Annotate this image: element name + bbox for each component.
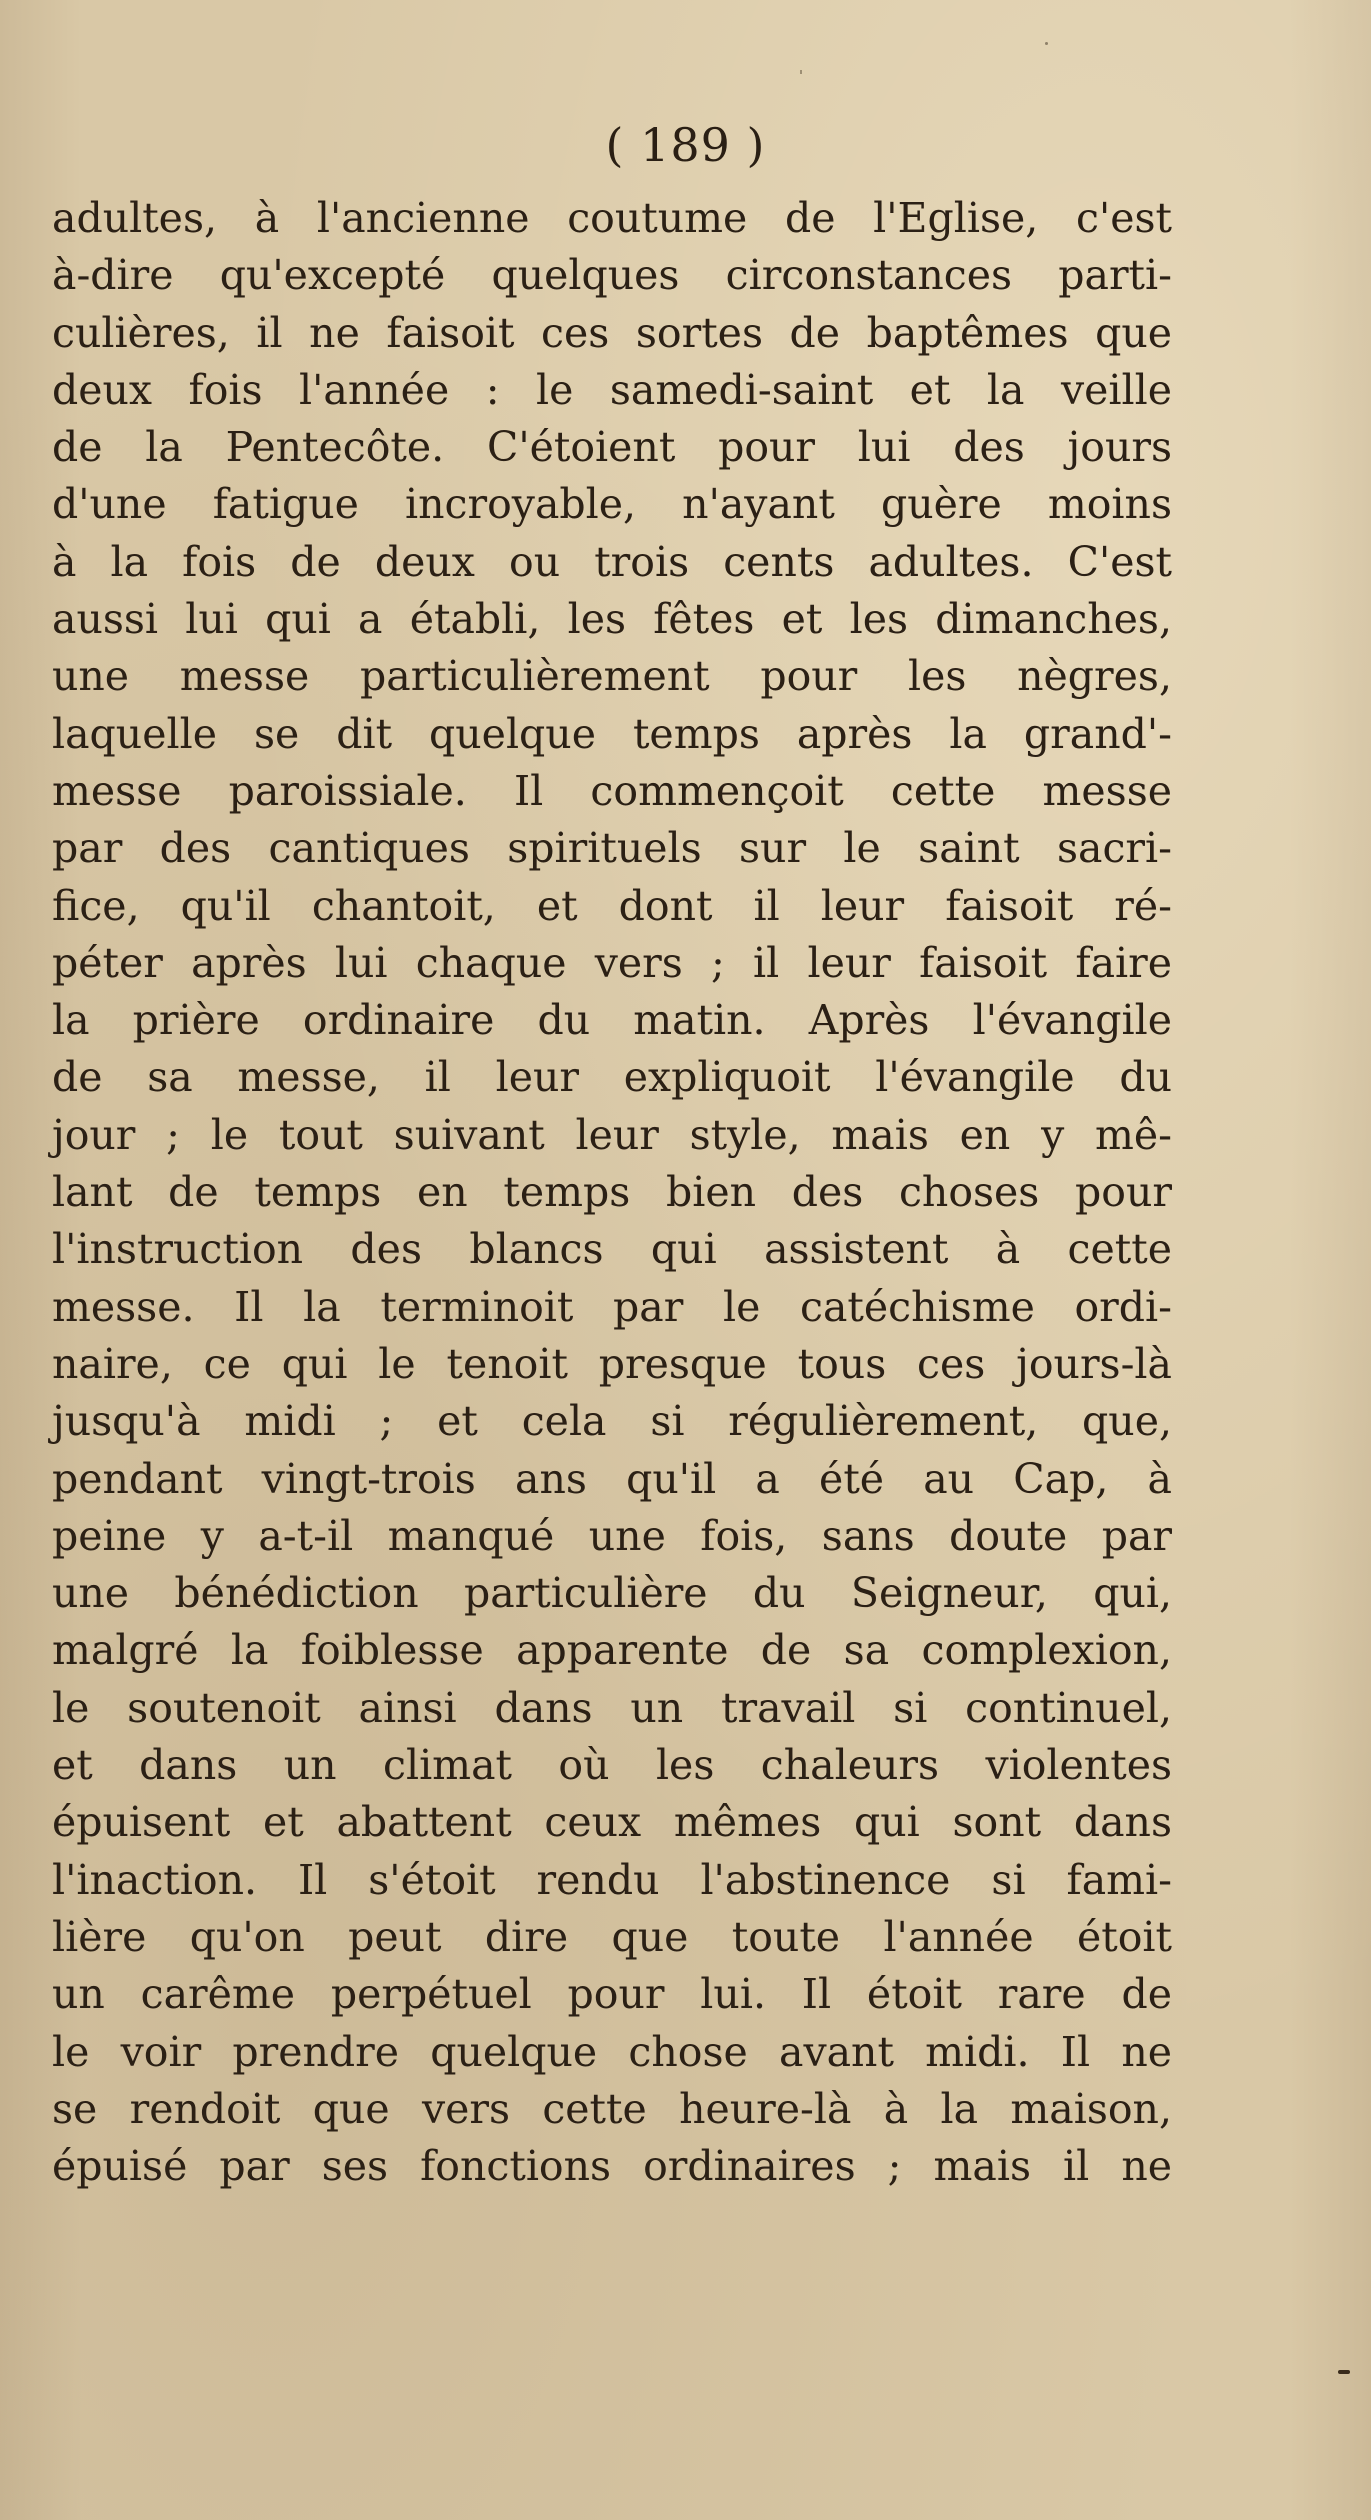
ink-speck — [800, 70, 802, 74]
ink-speck — [1338, 2370, 1350, 2374]
text-line: laquelle se dit quelque temps après la grand'- — [52, 709, 1172, 758]
text-line: épuisent et abattent ceux mêmes qui sont dans — [52, 1798, 1172, 1847]
text-line: lière qu'on peut dire que toute l'année étoit — [52, 1912, 1172, 1961]
text-line: et dans un climat où les chaleurs violentes — [52, 1741, 1172, 1790]
text-line: d'une fatigue incroyable, n'ayant guère moins — [52, 480, 1172, 529]
text-line: deux fois l'année : le samedi-saint et la veille — [52, 365, 1172, 414]
body-text — [52, 190, 1172, 2195]
text-line: aussi lui qui a établi, les fêtes et les dimanches, — [52, 595, 1172, 644]
text-line: messe. Il la terminoit par le catéchisme ordi- — [52, 1282, 1172, 1331]
text-line: de sa messe, il leur expliquoit l'évangile du — [52, 1053, 1172, 1102]
text-line: lant de temps en temps bien des choses pour — [52, 1168, 1172, 1217]
text-line: adultes, à l'ancienne coutume de l'Eglise, c'est — [52, 194, 1172, 242]
text-line: peine y a-t-il manqué une fois, sans doute par — [52, 1511, 1172, 1560]
page-number: ( 189 ) — [605, 118, 766, 172]
text-line: épuisé par ses fonctions ordinaires ; mais il ne — [52, 2142, 1172, 2191]
text-line: fice, qu'il chantoit, et dont il leur faisoit ré- — [52, 881, 1172, 930]
text-line: malgré la foiblesse apparente de sa complexion, — [52, 1626, 1172, 1675]
text-line: se rendoit que vers cette heure-là à la maison, — [52, 2084, 1172, 2133]
text-line: péter après lui chaque vers ; il leur faisoit faire — [52, 938, 1172, 987]
text-line: jour ; le tout suivant leur style, mais en y mê- — [52, 1110, 1172, 1159]
text-line: messe paroissiale. Il commençoit cette messe — [52, 766, 1172, 815]
text-line: par des cantiques spirituels sur le saint sacri- — [52, 824, 1172, 873]
text-line: de la Pentecôte. C'étoient pour lui des jours — [52, 423, 1172, 472]
text-line: jusqu'à midi ; et cela si régulièrement, que, — [52, 1397, 1172, 1446]
text-line: l'instruction des blancs qui assistent à cette — [52, 1225, 1172, 1274]
text-line: pendant vingt-trois ans qu'il a été au Cap, à — [52, 1454, 1172, 1503]
text-line: naire, ce qui le tenoit presque tous ces jours-là — [52, 1339, 1172, 1388]
text-line: le voir prendre quelque chose avant midi. Il ne — [52, 2027, 1172, 2076]
ink-speck — [1045, 42, 1048, 45]
text-line: une messe particulièrement pour les nègres, — [52, 652, 1172, 701]
text-line: à-dire qu'excepté quelques circonstances parti- — [52, 251, 1172, 300]
text-line: culières, il ne faisoit ces sortes de baptêmes que — [52, 308, 1172, 357]
text-line: à la fois de deux ou trois cents adultes. C'est — [52, 537, 1172, 586]
text-line: le soutenoit ainsi dans un travail si continuel, — [52, 1683, 1172, 1732]
text-line: un carême perpétuel pour lui. Il étoit rare de — [52, 1970, 1172, 2019]
text-line: l'inaction. Il s'étoit rendu l'abstinence si fami- — [52, 1855, 1172, 1904]
text-line: la prière ordinaire du matin. Après l'évangile — [52, 996, 1172, 1045]
text-line: une bénédiction particulière du Seigneur, qui, — [52, 1569, 1172, 1618]
